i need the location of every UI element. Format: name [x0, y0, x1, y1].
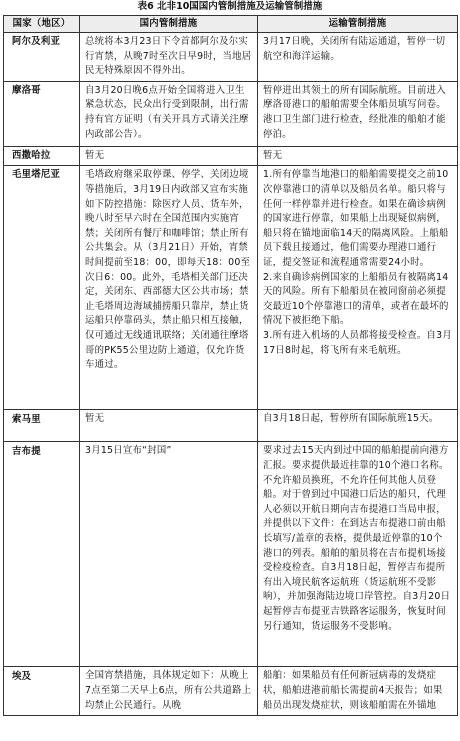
country-cell: 索马里 [4, 410, 80, 442]
domestic-cell: 自3月20日晚6点开始全国将进入卫生紧急状态，民众出行受到限制，出行需持有官方证明（有关开具方式请关注摩内政部公告）。 [80, 81, 258, 146]
table-row [4, 667, 458, 716]
domestic-cell: 毛塔政府继采取停课、停学、关闭边境等措施后，3月19日内政部又宣布实施如下防控措施：除医疗人员、货车外，晚八时至早六时在全国范围内实施宵禁；关闭所有餐厅和咖啡馆；禁止所有公共集会。从（3月21日）开始，宵禁时间提前至18：00，即每天18：00至次日6：00。此外，毛塔相关部门还决定，关闭东、西部德大区公共市场；禁止毛塔周边海域捕捞船只靠岸，禁止货运船只停靠码头，禁止船只相互接触，仅可通过无线通讯联络；关闭通往摩塔哥的PK55公里边防上通道，仅允许货车通过。 [80, 166, 258, 410]
transport-paragraph: 1.所有停靠当地港口的船舶需要提交之前10次停靠港口的清单以及船员名单。船只将与任何一样停靠并进行检查。如果在确诊病例的国家进行停靠，如果船上出现疑似病例，船只将在锚地面临14天的隔离风险。上船船员下载且接通过，他们需要办理港口通行证，提交签证和流程通常需要24小时。 [263, 169, 449, 268]
transport-cell: 3月17日晚，关闭所有陆运通道，暂停一切航空和海洋运输。 [258, 33, 458, 82]
table-caption: 表6 北非10国国内管制措施及运输管制措施 [137, 1, 323, 12]
table-row [4, 81, 458, 146]
header-transport: 运输管制措施 [258, 16, 458, 33]
header-domestic: 国内管制措施 [80, 16, 258, 33]
domestic-cell: 暂无 [80, 146, 258, 166]
country-cell: 埃及 [4, 667, 80, 716]
country-cell: 毛里塔尼亚 [4, 166, 80, 410]
domestic-cell: 总统将本3月23日下令首都阿尔及尔实行宵禁，从晚7时至次日早9时，当地居民无特殊原因不得外出。 [80, 33, 258, 82]
domestic-cell: 全国宵禁措施，具体规定如下：从晚上7点至第二天早上6点，所有公共道路上均禁止公民通行。从晚 [80, 667, 258, 716]
domestic-cell: 暂无 [80, 410, 258, 442]
table-row [4, 146, 458, 166]
transport-cell: 自3月18日起，暂停所有国际航班15天。 [258, 410, 458, 442]
transport-cell: 船舶：如果船员有任何新冠病毒的发烧症状，船舶进港前船长需提前4天报告；如果船员出现发烧症状，则该船舶需在外锚地 [258, 667, 458, 716]
domestic-cell: 3月15日宣布“封国” [80, 442, 258, 667]
country-cell: 吉布提 [4, 442, 80, 667]
transport-paragraph: 2.来自确诊病例国家的上船船员有被隔离14天的风险。所有下船船员在被同窗前必须提交最近10个停靠港口的清单，或者在最坏的情况下被拒绝下船。 [263, 271, 449, 327]
header-country: 国家（地区） [4, 16, 80, 33]
table-row [4, 166, 458, 410]
transport-cell: 暂无 [258, 146, 458, 166]
transport-cell: 暂停进出其领土的所有国际航班。目前进入摩洛哥港口的船舶需要全体船员填写问卷。港口卫生部门进行检查，经批准的船舶才能停泊。 [258, 81, 458, 146]
header-row [4, 16, 458, 33]
country-cell: 阿尔及利亚 [4, 33, 80, 82]
table-row [4, 410, 458, 442]
transport-paragraph: 3.所有进入机场的人员都将接受检查。自3月17日8时起，将飞所有来毛航班。 [263, 329, 452, 356]
table-row [4, 33, 458, 82]
country-cell: 摩洛哥 [4, 81, 80, 146]
country-cell: 西撒哈拉 [4, 146, 80, 166]
transport-cell: 要求过去15天内到过中国的船舶提前向港方汇报。要求提供最近挂靠的10个港口名称。不允许船员换班，不允许任何其他人员登船。对于曾到过中国港口后达的船只，代理人必须以开航日期向吉布提港口当局申报，并提供以下文件：在到达吉布提港口前由船长填写/盖章的表格，提供最近停靠的10个港口的列表。船舶的船员将在吉布提机场接受检疫检查。自3月18日起，暂停吉布提所有出入境民航客运航班（货运航班不受影响），并加强海陆边境口岸管控。自3月20日起暂停吉布提亚吉铁路客运服务，恢复时间另行通知，货运服务不受影响。 [258, 442, 458, 667]
table-row [4, 442, 458, 667]
control-measures-table [3, 15, 458, 716]
transport-cell [258, 166, 458, 410]
